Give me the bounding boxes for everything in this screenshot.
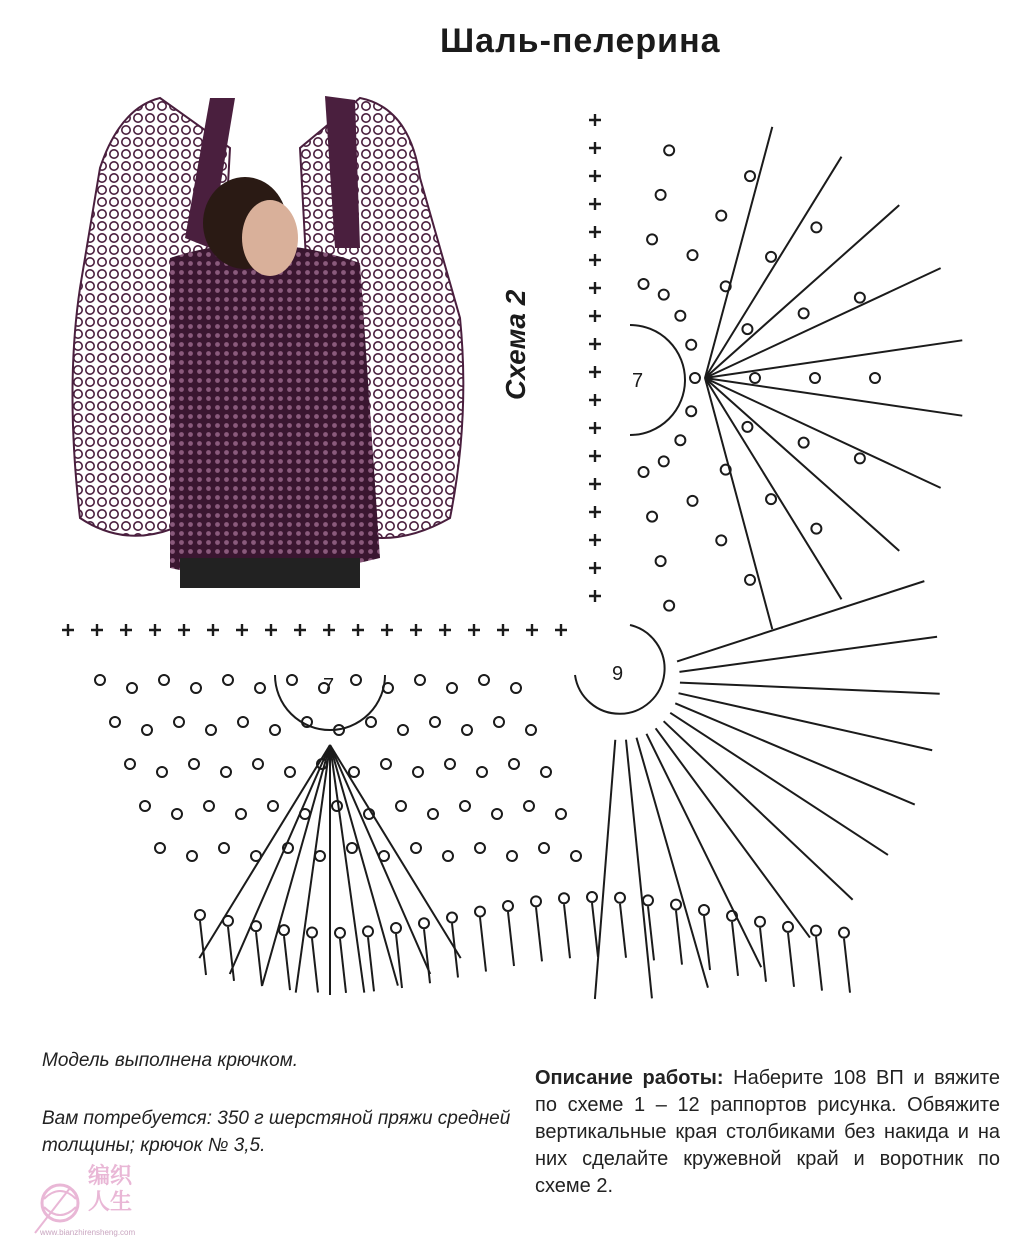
single-crochet-symbol: [589, 254, 601, 266]
chain-stitch-symbol: [315, 851, 325, 861]
watermark-url: www.bianzhirensheng.com: [40, 1228, 136, 1237]
chain-stitch-symbol: [223, 916, 233, 926]
single-crochet-symbol: [589, 562, 601, 574]
single-crochet-symbol: [589, 450, 601, 462]
chain-stitch-symbol: [206, 725, 216, 735]
chart-number-lower-left: 7: [323, 675, 335, 697]
chain-stitch-symbol: [659, 456, 669, 466]
double-crochet-symbol: [592, 903, 598, 957]
single-crochet-symbol: [589, 226, 601, 238]
single-crochet-symbol: [589, 366, 601, 378]
double-crochet-symbol: [676, 911, 682, 965]
chain-stitch-symbol: [539, 843, 549, 853]
chain-stitch-symbol: [870, 373, 880, 383]
chain-stitch-symbol: [839, 928, 849, 938]
chain-stitch-symbol: [204, 801, 214, 811]
double-crochet-symbol: [424, 929, 430, 983]
chain-stitch-symbol: [221, 767, 231, 777]
chain-stitch-symbol: [335, 928, 345, 938]
scheme-label: Схема 2: [500, 289, 531, 400]
chain-stitch-symbol: [716, 211, 726, 221]
chain-stitch-symbol: [279, 925, 289, 935]
chain-stitch-symbol: [347, 843, 357, 853]
double-crochet-symbol: [595, 740, 615, 999]
chain-stitch-symbol: [750, 373, 760, 383]
double-crochet-symbol: [705, 127, 772, 378]
chain-stitch-symbol: [639, 279, 649, 289]
chain-stitch-symbol: [664, 145, 674, 155]
chain-stitch-symbol: [172, 809, 182, 819]
chain-stitch-symbol: [251, 921, 261, 931]
single-crochet-symbol: [589, 170, 601, 182]
chain-stitch-symbol: [428, 809, 438, 819]
chain-stitch-symbol: [223, 675, 233, 685]
single-crochet-symbol: [91, 624, 103, 636]
single-crochet-symbol: [120, 624, 132, 636]
single-crochet-symbol: [589, 534, 601, 546]
description-text: Наберите 108 ВП и вяжите по схеме 1 – 12 раппортов рисунка. Обвяжите вертикальные края столбиками без накида и на них сделайте кружевной край и воротник по схеме 2.: [535, 1067, 1000, 1197]
chain-stitch-symbol: [686, 340, 696, 350]
single-crochet-symbol: [497, 624, 509, 636]
double-crochet-symbol: [508, 912, 514, 966]
chain-stitch-symbol: [174, 717, 184, 727]
double-crochet-symbol: [704, 916, 710, 970]
chain-stitch-symbol: [745, 575, 755, 585]
double-crochet-symbol: [705, 378, 899, 551]
chain-stitch-symbol: [475, 843, 485, 853]
double-crochet-symbol: [284, 936, 290, 990]
chain-stitch-symbol: [492, 809, 502, 819]
chain-stitch-symbol: [690, 373, 700, 383]
double-crochet-symbol: [760, 928, 766, 982]
chain-stitch-symbol: [251, 851, 261, 861]
chain-stitch-symbol: [255, 683, 265, 693]
chain-stitch-symbol: [140, 801, 150, 811]
chain-stitch-symbol: [556, 809, 566, 819]
double-crochet-symbol: [536, 907, 542, 961]
double-crochet-symbol: [705, 157, 841, 378]
single-crochet-symbol: [381, 624, 393, 636]
single-crochet-symbol: [589, 478, 601, 490]
double-crochet-symbol: [680, 683, 940, 694]
chain-stitch-symbol: [287, 675, 297, 685]
single-crochet-symbol: [589, 590, 601, 602]
chain-stitch-symbol: [531, 896, 541, 906]
chain-stitch-symbol: [142, 725, 152, 735]
single-crochet-symbol: [555, 624, 567, 636]
double-crochet-symbol: [564, 904, 570, 958]
single-crochet-symbol: [589, 114, 601, 126]
chain-stitch-symbol: [381, 759, 391, 769]
chain-stitch-symbol: [419, 918, 429, 928]
chain-stitch-symbol: [503, 901, 513, 911]
chain-stitch-symbol: [524, 801, 534, 811]
single-crochet-symbol: [236, 624, 248, 636]
chain-stitch-symbol: [855, 453, 865, 463]
chain-stitch-symbol: [664, 601, 674, 611]
single-crochet-symbol: [589, 198, 601, 210]
chain-stitch-symbol: [363, 926, 373, 936]
chain-stitch-symbol: [671, 900, 681, 910]
chain-stitch-symbol: [110, 717, 120, 727]
single-crochet-symbol: [439, 624, 451, 636]
page-title: Шаль-пелерина: [440, 22, 721, 60]
chain-stitch-symbol: [647, 512, 657, 522]
chain-stitch-symbol: [742, 324, 752, 334]
double-crochet-symbol: [679, 637, 937, 672]
chain-stitch-symbol: [462, 725, 472, 735]
chain-stitch-symbol: [688, 496, 698, 506]
watermark-line2: 人生: [88, 1189, 133, 1214]
single-crochet-symbol: [207, 624, 219, 636]
chain-stitch-symbol: [391, 923, 401, 933]
chain-stitch-symbol: [307, 927, 317, 937]
chain-stitch-symbol: [219, 843, 229, 853]
single-crochet-symbol: [589, 142, 601, 154]
single-crochet-symbol: [265, 624, 277, 636]
chain-stitch-symbol: [191, 683, 201, 693]
chain-stitch-symbol: [300, 809, 310, 819]
double-crochet-symbol: [670, 713, 888, 855]
chain-stitch-symbol: [351, 675, 361, 685]
work-description: [535, 1065, 1000, 1200]
double-crochet-symbol: [340, 939, 346, 993]
chain-stitch-symbol: [159, 675, 169, 685]
chain-stitch-symbol: [460, 801, 470, 811]
chain-stitch-symbol: [398, 725, 408, 735]
chain-stitch-symbol: [675, 311, 685, 321]
watermark-text: [88, 1163, 148, 1215]
single-crochet-symbol: [468, 624, 480, 636]
single-crochet-symbol: [589, 338, 601, 350]
chain-stitch-symbol: [656, 556, 666, 566]
single-crochet-symbol: [589, 310, 601, 322]
chain-stitch-symbol: [699, 905, 709, 915]
chain-stitch-symbol: [811, 524, 821, 534]
chain-stitch-symbol: [477, 767, 487, 777]
single-crochet-symbol: [410, 624, 422, 636]
chain-stitch-symbol: [587, 892, 597, 902]
materials-text: Вам потребуется: 350 г шерстяной пряжи средней толщины; крючок № 3,5.: [42, 1108, 511, 1156]
chain-stitch-symbol: [125, 759, 135, 769]
single-crochet-symbol: [62, 624, 74, 636]
chain-stitch-symbol: [127, 683, 137, 693]
chain-stitch-symbol: [559, 893, 569, 903]
chain-stitch-symbol: [270, 725, 280, 735]
chain-stitch-symbol: [238, 717, 248, 727]
double-crochet-symbol: [312, 938, 318, 992]
description-heading: Описание работы:: [535, 1067, 724, 1089]
double-crochet-symbol: [256, 932, 262, 986]
chain-stitch-symbol: [253, 759, 263, 769]
single-crochet-symbol: [294, 624, 306, 636]
chain-stitch-symbol: [236, 809, 246, 819]
chain-stitch-symbol: [686, 406, 696, 416]
chain-stitch-symbol: [195, 910, 205, 920]
chain-stitch-symbol: [189, 759, 199, 769]
double-crochet-symbol: [199, 745, 330, 958]
chain-stitch-symbol: [268, 801, 278, 811]
watermark-line1: 编织: [88, 1163, 133, 1188]
chain-stitch-symbol: [745, 171, 755, 181]
double-crochet-symbol: [620, 904, 626, 958]
chain-stitch-symbol: [810, 373, 820, 383]
chain-stitch-symbol: [379, 851, 389, 861]
chain-stitch-symbol: [366, 717, 376, 727]
double-crochet-symbol: [664, 721, 853, 900]
single-crochet-symbol: [178, 624, 190, 636]
chain-stitch-symbol: [659, 290, 669, 300]
single-crochet-symbol: [589, 282, 601, 294]
chain-stitch-symbol: [447, 683, 457, 693]
chain-stitch-symbol: [509, 759, 519, 769]
double-crochet-symbol: [705, 378, 841, 599]
chain-stitch-symbol: [526, 725, 536, 735]
chain-stitch-symbol: [415, 675, 425, 685]
crochet-chart: [40, 100, 1020, 1040]
single-crochet-symbol: [526, 624, 538, 636]
single-crochet-symbol: [323, 624, 335, 636]
chain-stitch-symbol: [187, 851, 197, 861]
chain-stitch-symbol: [675, 435, 685, 445]
chain-stitch-symbol: [656, 190, 666, 200]
chain-stitch-symbol: [445, 759, 455, 769]
double-crochet-symbol: [368, 937, 374, 991]
chain-stitch-symbol: [688, 250, 698, 260]
chain-stitch-symbol: [411, 843, 421, 853]
double-crochet-symbol: [705, 205, 899, 378]
chain-stitch-symbol: [811, 926, 821, 936]
chain-stitch-symbol: [285, 767, 295, 777]
chain-stitch-symbol: [475, 907, 485, 917]
double-crochet-symbol: [480, 918, 486, 972]
double-crochet-symbol: [646, 734, 761, 967]
chain-stitch-symbol: [155, 843, 165, 853]
chain-stitch-symbol: [430, 717, 440, 727]
chain-stitch-symbol: [643, 895, 653, 905]
chain-stitch-symbol: [157, 767, 167, 777]
chain-stitch-symbol: [571, 851, 581, 861]
chain-stitch-symbol: [511, 683, 521, 693]
chain-stitch-symbol: [443, 851, 453, 861]
chain-stitch-symbol: [541, 767, 551, 777]
chain-stitch-symbol: [447, 913, 457, 923]
double-crochet-symbol: [732, 922, 738, 976]
double-crochet-symbol: [816, 937, 822, 991]
chain-stitch-symbol: [349, 767, 359, 777]
single-crochet-symbol: [589, 422, 601, 434]
chain-stitch-symbol: [639, 467, 649, 477]
double-crochet-symbol: [656, 728, 810, 937]
single-crochet-symbol: [352, 624, 364, 636]
chain-stitch-symbol: [615, 893, 625, 903]
chart-number-upper: 7: [632, 370, 644, 392]
model-note: Модель выполнена крючком.: [42, 1050, 299, 1071]
chain-stitch-symbol: [783, 922, 793, 932]
chain-stitch-symbol: [494, 717, 504, 727]
single-crochet-symbol: [149, 624, 161, 636]
chain-stitch-symbol: [755, 917, 765, 927]
chain-stitch-symbol: [799, 438, 809, 448]
single-crochet-symbol: [589, 506, 601, 518]
chain-stitch-symbol: [811, 222, 821, 232]
chain-stitch-symbol: [396, 801, 406, 811]
single-crochet-symbol: [589, 394, 601, 406]
chain-stitch-symbol: [855, 293, 865, 303]
double-crochet-symbol: [262, 745, 330, 986]
chain-stitch-symbol: [507, 851, 517, 861]
double-crochet-symbol: [648, 906, 654, 960]
chain-stitch-symbol: [716, 535, 726, 545]
chain-stitch-symbol: [95, 675, 105, 685]
double-crochet-symbol: [844, 939, 850, 993]
chain-stitch-symbol: [799, 308, 809, 318]
double-crochet-symbol: [705, 378, 772, 629]
double-crochet-symbol: [677, 581, 924, 661]
chain-stitch-symbol: [766, 252, 776, 262]
chain-stitch-symbol: [413, 767, 423, 777]
double-crochet-symbol: [788, 933, 794, 987]
chart-number-corner: 9: [612, 663, 624, 685]
chain-stitch-symbol: [766, 494, 776, 504]
chain-stitch-symbol: [647, 234, 657, 244]
chain-stitch-symbol: [479, 675, 489, 685]
chain-stitch-symbol: [742, 422, 752, 432]
